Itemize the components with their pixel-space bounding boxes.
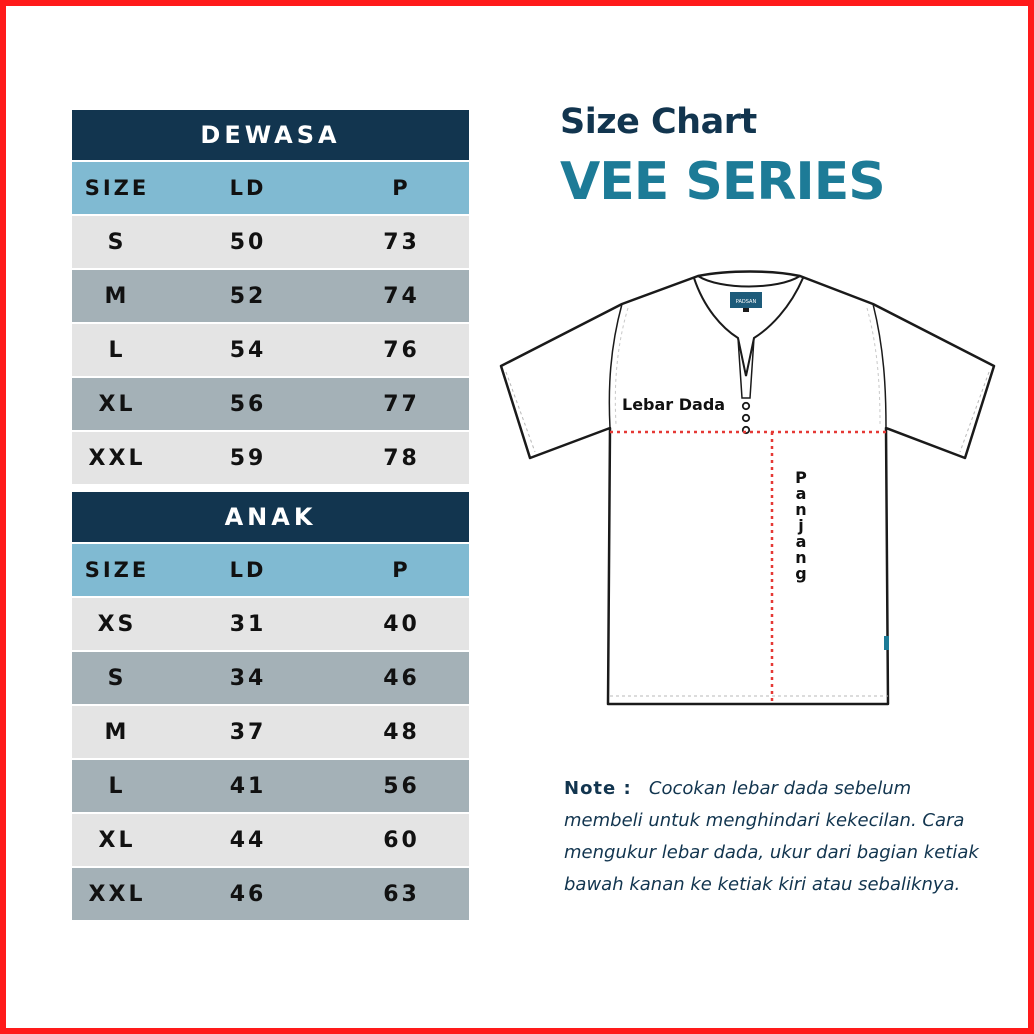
cell-size: M (104, 283, 130, 309)
cell-ld: 54 (229, 337, 267, 363)
button-icon (743, 403, 749, 409)
table-row (72, 814, 469, 868)
size-chart-heading: Size Chart (560, 102, 757, 142)
cell-size: XXL (88, 445, 146, 471)
table-title-row (72, 110, 469, 162)
side-tag (884, 636, 889, 650)
table-row (72, 760, 469, 814)
table-row (72, 652, 469, 706)
series-heading: VEE SERIES (560, 152, 885, 212)
length-label-letter: j (798, 516, 804, 535)
cell-p: 78 (383, 445, 420, 471)
cell-p: 40 (383, 611, 420, 637)
cell-size: S (107, 229, 127, 255)
table-header-row (72, 544, 469, 598)
cell-size: L (108, 337, 126, 363)
cell-p: 48 (383, 719, 420, 745)
table-row (72, 868, 469, 922)
cell-ld: 56 (229, 391, 267, 417)
chest-width-label: Lebar Dada (622, 395, 726, 414)
table-row (72, 378, 469, 432)
table-title: DEWASA (200, 121, 341, 149)
cell-ld: 41 (229, 773, 267, 799)
cell-size: XL (98, 827, 136, 853)
length-label-letter: g (795, 564, 807, 583)
cell-p: 73 (383, 229, 420, 255)
table-row (72, 270, 469, 324)
size-table-dewasa (72, 110, 469, 486)
table-title: ANAK (224, 503, 317, 531)
length-label (789, 470, 813, 582)
length-label-letter: n (795, 500, 807, 519)
table-row (72, 598, 469, 652)
cell-size: L (108, 773, 126, 799)
header-p: P (392, 176, 411, 200)
cell-size: S (107, 665, 127, 691)
cell-ld: 46 (229, 881, 267, 907)
cell-ld: 34 (229, 665, 267, 691)
cell-ld: 50 (229, 229, 267, 255)
cell-p: 46 (383, 665, 420, 691)
cell-ld: 52 (229, 283, 267, 309)
note-label: Note : (564, 778, 632, 799)
table-row (72, 432, 469, 486)
button-icon (743, 415, 749, 421)
cell-ld: 37 (229, 719, 267, 745)
shirt-diagram (498, 268, 998, 708)
size-table-anak (72, 492, 469, 922)
length-label-letter: P (795, 468, 807, 487)
table-row (72, 706, 469, 760)
length-label-letter: a (795, 532, 807, 551)
cell-p: 60 (383, 827, 420, 853)
cell-size: M (104, 719, 130, 745)
table-header-row (72, 162, 469, 216)
table-title-row (72, 492, 469, 544)
cell-p: 63 (383, 881, 420, 907)
cell-ld: 59 (229, 445, 267, 471)
neck-tag-text: PADSAN (735, 299, 757, 305)
cell-ld: 31 (229, 611, 267, 637)
header-size: SIZE (84, 558, 150, 582)
cell-size: XXL (88, 881, 146, 907)
header-ld: LD (229, 176, 267, 200)
header-size: SIZE (84, 176, 150, 200)
cell-size: XL (98, 391, 136, 417)
cell-p: 74 (383, 283, 420, 309)
cell-size: XS (97, 611, 137, 637)
table-row (72, 216, 469, 270)
note-block (564, 773, 984, 901)
size-tag (743, 308, 749, 312)
cell-p: 77 (383, 391, 420, 417)
shirt-outline (501, 272, 994, 705)
cell-p: 76 (383, 337, 420, 363)
header-ld: LD (229, 558, 267, 582)
header-p: P (392, 558, 411, 582)
cell-p: 56 (383, 773, 420, 799)
cell-ld: 44 (229, 827, 267, 853)
length-label-letter: n (795, 548, 807, 567)
length-label-letter: a (795, 484, 807, 503)
note-text: Cocokan lebar dada sebelum membeli untuk menghindari kekecilan. Cara mengukur lebar dada, ukur dari bagian ketiak bawah kanan ke ketiak kiri atau sebaliknya. (564, 778, 979, 895)
table-row (72, 324, 469, 378)
